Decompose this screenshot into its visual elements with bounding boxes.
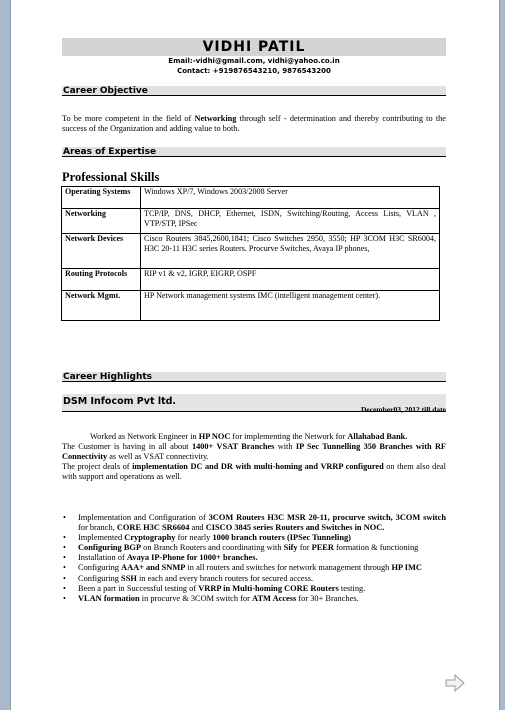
list-item: • Been a part in Successful testing of VRRP in Multi-homing CORE Routers testing. — [62, 584, 446, 594]
objective-text: To be more competent in the field of Networking through self - determination and thereby contributing to the success of the Organization and adding value to both. — [62, 114, 446, 133]
skill-value: HP Network management systems IMC (intelligent management center). — [141, 291, 440, 321]
section-career-highlights: Career Highlights — [62, 372, 446, 382]
skill-key: Network Devices — [62, 234, 141, 269]
arrow-right-icon[interactable] — [445, 674, 465, 692]
table-row — [62, 209, 440, 234]
list-item: • VLAN formation in procurve & 3COM switch for ATM Access for 30+ Branches. — [62, 594, 446, 604]
list-item: • Implementation and Configuration of 3COM Routers H3C MSR 20-11, procurve switch, 3COM switch for branch, CORE H3C SR6604 and CISCO 3845 series Routers and Switches in NOC. — [62, 513, 446, 532]
table-row — [62, 291, 440, 321]
company-header — [62, 394, 446, 412]
candidate-name: VIDHI PATIL — [62, 38, 446, 56]
section-career-objective: Career Objective — [62, 86, 446, 96]
skill-value: TCP/IP, DNS, DHCP, Ethernet, ISDN, Switching/Routing, Access Lists, VLAN , VTP/STP, IPSec — [141, 209, 440, 234]
highlights-list — [62, 513, 446, 604]
employment-date: December03, 2012 till date — [361, 405, 446, 414]
email-line: Email:-vidhi@gmail.com, vidhi@yahoo.co.in — [168, 57, 340, 65]
career-paragraph: Worked as Network Engineer in HP NOC for implementing the Network for Allahabad Bank. The Customer is having in all about 1400+ VSAT Branches with IP Sec Tunnelling 350 Branches with RF Connectivity as well as VSAT connectivity. The project deals of implementation DC and DR with multi-homing and VRRP configured on them also deal with support and operations as well. — [62, 432, 446, 481]
contact-line: Contact: +919876543210, 9876543200 — [177, 67, 331, 75]
table-row — [62, 234, 440, 269]
skill-key: Operating Systems — [62, 187, 141, 209]
list-item: • Installation of Avaya IP-Phone for 1000+ branches. — [62, 553, 446, 563]
professional-skills-title: Professional Skills — [62, 170, 160, 184]
table-row — [62, 269, 440, 291]
skills-table — [61, 186, 440, 321]
section-areas-of-expertise: Areas of Expertise — [62, 147, 446, 157]
list-item: • Configuring AAA+ and SNMP in all routers and switches for network management through HP IMC — [62, 563, 446, 573]
resume-page — [10, 0, 500, 710]
skill-value: Windows XP/7, Windows 2003/2008 Server — [141, 187, 440, 209]
skill-value: Cisco Routers 3845,2600,1841; Cisco Switches 2950, 3550; HP 3COM H3C SR6004, H3C 20-11 H3C series Routers. Procurve Switches, Avaya IP phones, — [141, 234, 440, 269]
skill-key: Network Mgmt. — [62, 291, 141, 321]
list-item: • Configuring SSH in each and every branch routers for secured access. — [62, 574, 446, 584]
skill-value: RIP v1 & v2, IGRP, EIGRP, OSPF — [141, 269, 440, 291]
table-row — [62, 187, 440, 209]
list-item: • Configuring BGP on Branch Routers and coordinating with Sify for PEER formation & functioning — [62, 543, 446, 553]
skill-key: Routing Protocols — [62, 269, 141, 291]
skill-key: Networking — [62, 209, 141, 234]
company-name: DSM Infocom Pvt ltd. — [63, 396, 177, 407]
list-item: • Implemented Cryptography for nearly 1000 branch routers (IPSec Tunneling) — [62, 533, 446, 543]
